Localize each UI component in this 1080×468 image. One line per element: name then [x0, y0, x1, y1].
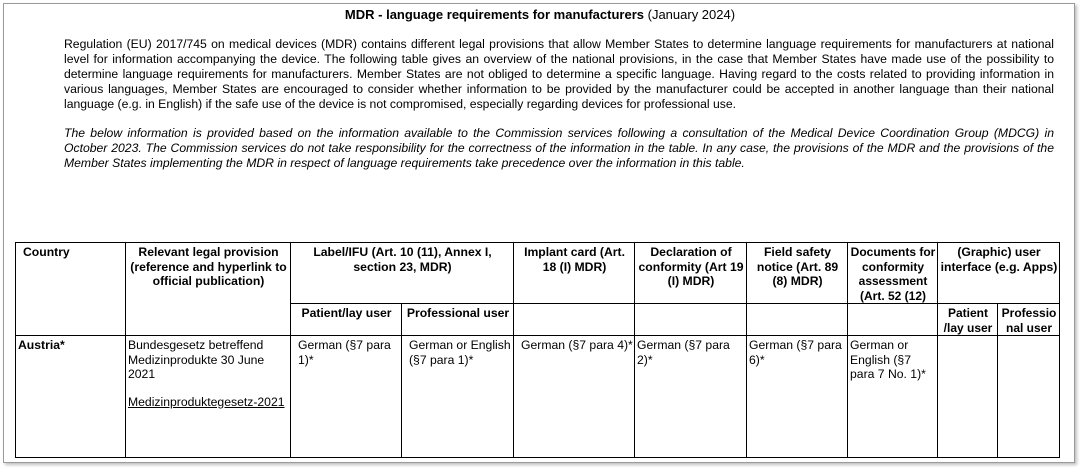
intro-paragraph: Regulation (EU) 2017/745 on medical devices (MDR) contains different legal provisions that allow Member States to determine language requirements for manufacturers at national level for information accompanying the device. The following table gives an overview of the national provisions, in the case that Member States have made use of the possibility to determine language requirements for manufacturers. Member States are not obliged to determine a specific language. Having regard to the costs related to providing information in various languages, Member States are encouraged to consider whether information to be provided by the manufacturer could be accepted in another language than their national language (e.g. in English) if the safe use of the device is not compromised, especially regarding devices for professional use. [64, 37, 1054, 111]
header-label-ifu: Label/IFU (Art. 10 (11), Annex I, section 23, MDR) [291, 243, 514, 304]
document-title [0, 7, 1080, 23]
ui-professional-cell [998, 336, 1060, 458]
subheader-documents-empty [848, 304, 938, 336]
ui-patient-cell [938, 336, 998, 458]
language-requirements-table [15, 242, 1060, 458]
title-date: (January 2024) [647, 7, 736, 22]
country-cell: Austria* [16, 336, 126, 458]
subheader-ui-patient: Patient /lay user [938, 304, 998, 336]
header-row [16, 243, 1060, 304]
legal-provision-link[interactable]: Medizinproduktegesetz-2021 [128, 394, 285, 409]
header-legal-provision: Relevant legal provision (reference and hyperlink to official publication) [126, 243, 291, 336]
header-documents-conformity: Documents for conformity assessment (Art. 52 (12) [848, 243, 938, 304]
header-field-safety-notice: Field safety notice (Art. 89 (8) MDR) [747, 243, 848, 304]
subheader-ui-professional: Professio nal user [998, 304, 1060, 336]
professional-cell: German or English (§7 para 1)* [402, 336, 514, 458]
header-implant-card: Implant card (Art. 18 (I) MDR) [514, 243, 635, 304]
implant-cell: German (§7 para 4)* [514, 336, 635, 458]
subheader-patient: Patient/lay user [291, 304, 402, 336]
patient-cell: German (§7 para 1)* [291, 336, 402, 458]
legal-provision-cell [126, 336, 291, 458]
title-main: MDR - language requirements for manufacturers [344, 7, 644, 22]
subheader-doc-empty [635, 304, 747, 336]
table-row [16, 336, 1060, 458]
declaration-cell: German (§7 para 2)* [635, 336, 747, 458]
disclaimer-paragraph: The below information is provided based on the information available to the Commission services following a consultation of the Medical Device Coordination Group (MDCG) in October 2023. The Commission services do not take responsibility for the correctness of the information in the table. In any case, the provisions of the MDR and the provisions of the Member States implementing the MDR in respect of language requirements take precedence over the information in this table. [64, 126, 1054, 170]
subheader-fsn-empty [747, 304, 848, 336]
field-safety-cell: German (§7 para 6)* [747, 336, 848, 458]
header-user-interface: (Graphic) user interface (e.g. Apps) [938, 243, 1060, 304]
subheader-professional: Professional user [402, 304, 514, 336]
documents-cell: German or English (§7 para 7 No. 1)* [848, 336, 938, 458]
header-declaration-of-conformity: Declaration of conformity (Art 19 (I) MDR) [635, 243, 747, 304]
legal-provision-text: Bundesgesetz betreffend Medizinprodukte 30 June 2021 [128, 338, 265, 381]
subheader-implant-empty [514, 304, 635, 336]
header-country: Country [16, 243, 126, 336]
